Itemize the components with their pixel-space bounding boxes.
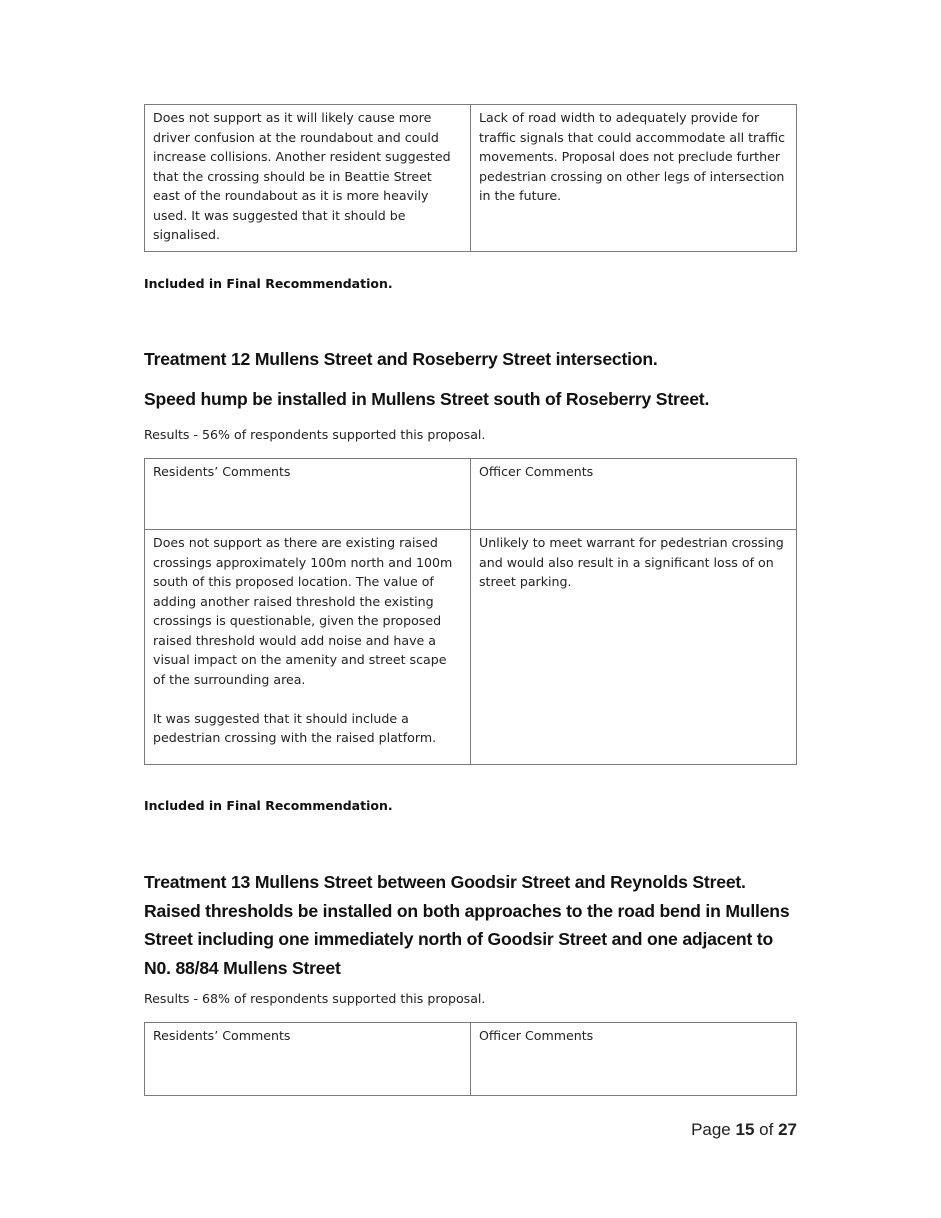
current-page-number: 15: [735, 1120, 755, 1139]
comments-table-continued: [144, 104, 797, 252]
officer-comments-header: Officer Comments: [471, 1023, 797, 1096]
table-row: [145, 530, 797, 765]
table-header-row: [145, 459, 797, 530]
residents-comment-paragraph: Does not support as there are existing raised crossings approximately 100m north and 100m south of this proposed location. The value of adding another raised threshold the existing crossings is questionable, given the proposed raised threshold would add noise and have a visual impact on the amenity and street scape of the surrounding area.: [153, 535, 453, 687]
table-row: [145, 105, 797, 252]
officer-comments-header: Officer Comments: [471, 459, 797, 530]
page-label: Page: [691, 1120, 731, 1139]
residents-comments-header: Residents’ Comments: [145, 1023, 471, 1096]
treatment-13-title: Treatment 13 Mullens Street between Goodsir Street and Reynolds Street. Raised thresholds be installed on both approaches to the road bend in Mullens Street including one immediately north of Goodsir Street and one adjacent to N0. 88/84 Mullens Street: [144, 872, 790, 978]
table-header-row: [145, 1023, 797, 1096]
of-label: of: [759, 1120, 774, 1139]
recommendation-note: Included in Final Recommendation.: [144, 798, 393, 813]
residents-comment-cell: [145, 530, 471, 765]
officer-comment-cell: Lack of road width to adequately provide for traffic signals that could accommodate all traffic movements. Proposal does not preclude further pedestrian crossing on other legs of intersection in the future.: [471, 105, 797, 252]
treatment-13-comments-table: [144, 1022, 797, 1096]
officer-comment-cell: Unlikely to meet warrant for pedestrian crossing and would also result in a significant loss of on street parking.: [471, 530, 797, 765]
treatment-12-comments-table: [144, 458, 797, 765]
page-number-footer: [600, 1120, 797, 1140]
treatment-12-title: Treatment 12 Mullens Street and Roseberry Street intersection.: [144, 349, 658, 369]
residents-comment-cell: Does not support as it will likely cause more driver confusion at the roundabout and could increase collisions. Another resident suggested that the crossing should be in Beattie Street east of the roundabout as it is more heavily used. It was suggested that it should be signalised.: [145, 105, 471, 252]
recommendation-note: Included in Final Recommendation.: [144, 276, 393, 291]
treatment-13-results: Results - 68% of respondents supported this proposal.: [144, 991, 486, 1006]
residents-comments-header: Residents’ Comments: [145, 459, 471, 530]
residents-comment-paragraph: It was suggested that it should include a pedestrian crossing with the raised platform.: [153, 710, 437, 745]
total-pages-number: 27: [778, 1120, 797, 1139]
treatment-12-subtitle: Speed hump be installed in Mullens Street south of Roseberry Street.: [144, 389, 710, 409]
treatment-12-results: Results - 56% of respondents supported this proposal.: [144, 427, 486, 442]
